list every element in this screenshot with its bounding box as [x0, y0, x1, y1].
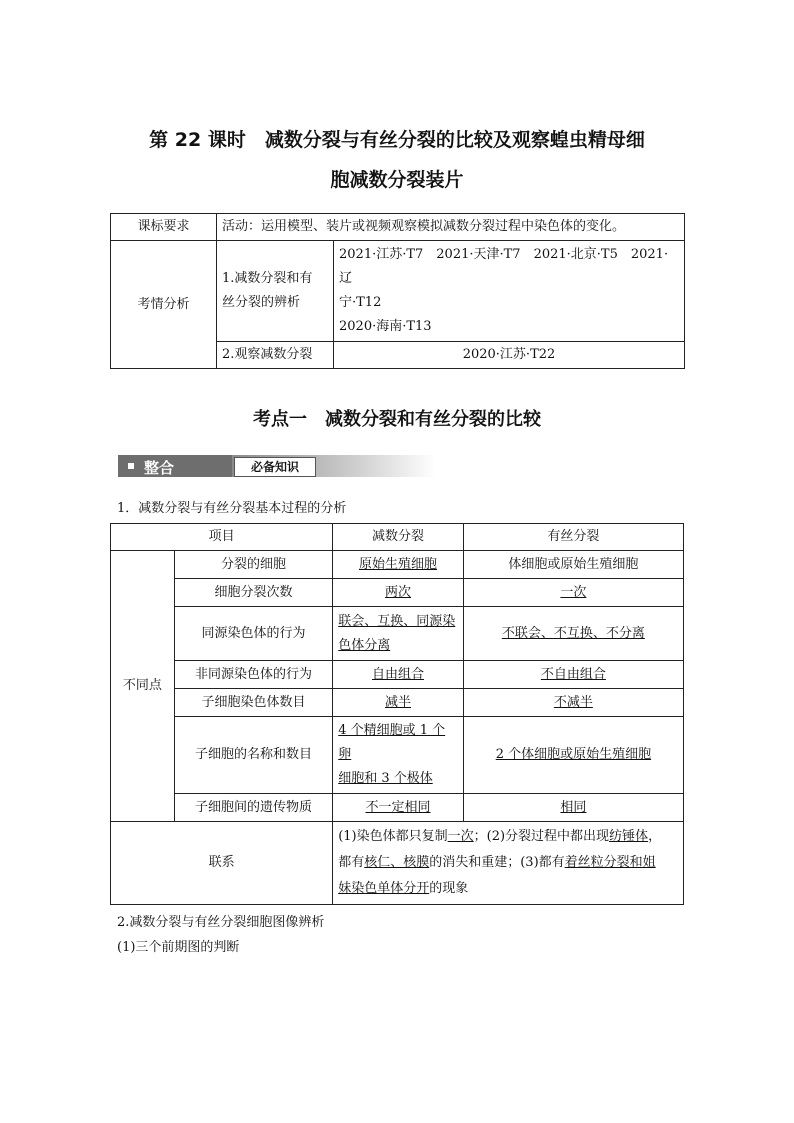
link-underline: 着丝粒分裂和姐 — [564, 855, 656, 870]
band-main — [118, 455, 232, 477]
exams-1-line2: 宁·T12 — [339, 295, 382, 310]
item-2-heading: 2.减数分裂与有丝分裂细胞图像辨析 — [117, 915, 325, 930]
mitosis-value: 不自由组合 — [540, 666, 606, 682]
link-underline: 一次 — [447, 829, 474, 844]
analysis-topic-1 — [217, 241, 334, 342]
group-label: 不同点 — [111, 551, 175, 822]
row-item: 非同源染色体的行为 — [174, 661, 332, 689]
meiosis-value: 原始生殖细胞 — [358, 556, 437, 572]
analysis-label: 考情分析 — [111, 241, 217, 369]
item-2-subheading: (1)三个前期图的判断 — [117, 940, 240, 955]
analysis-exams-2: 2020·江苏·T22 — [334, 342, 685, 369]
mitosis-value: 不减半 — [553, 694, 593, 710]
meiosis-value: 两次 — [384, 584, 411, 600]
exams-1-line3: 2020·海南·T13 — [339, 319, 432, 334]
mitosis-value: 不联会、不互换、不分离 — [501, 625, 645, 641]
meiosis-value-multi — [333, 607, 464, 661]
link-line3 — [338, 876, 678, 902]
link-line1 — [338, 824, 678, 850]
lesson-title-line2: 胞减数分裂装片 — [330, 169, 464, 191]
link-underline: 妹染色单体分开 — [338, 881, 430, 896]
link-text: ；(2)分裂过程中都出现 — [473, 829, 610, 844]
row-item: 子细胞间的遗传物质 — [174, 794, 332, 822]
meiosis-value-line2: 细胞和 3 个极体 — [338, 771, 433, 786]
square-bullet-icon — [128, 463, 134, 469]
link-text: 的消失和重建；(3)都有 — [429, 855, 565, 870]
req-label: 课标要求 — [111, 214, 217, 241]
col-header-mitosis: 有丝分裂 — [463, 524, 683, 551]
band-main-label: 整合 — [144, 459, 175, 477]
link-content — [333, 822, 684, 905]
meiosis-value: 减半 — [384, 694, 411, 710]
meiosis-value: 不一定相同 — [365, 799, 431, 815]
link-text: ， — [648, 829, 662, 844]
analysis-topic-2: 2.观察减数分裂 — [217, 342, 334, 369]
lesson-title-line1: 第 22 课时 减数分裂与有丝分裂的比较及观察蝗虫精母细 — [149, 129, 645, 151]
row-item: 子细胞的名称和数目 — [174, 717, 332, 794]
link-text: (1)染色体都只复制 — [338, 829, 448, 844]
meiosis-value-line1: 联会、互换、同源染 — [338, 613, 456, 629]
item-1-heading: 1．减数分裂与有丝分裂基本过程的分析 — [117, 501, 347, 516]
exams-1-line1: 2021·江苏·T7 2021·天津·T7 2021·北京·T5 2021·辽 — [339, 247, 669, 286]
link-text: 都有 — [338, 855, 365, 870]
meiosis-value-line2: 色体分离 — [338, 637, 391, 653]
analysis-exams-1 — [334, 241, 685, 342]
row-item: 同源染色体的行为 — [174, 607, 332, 661]
row-item: 分裂的细胞 — [174, 551, 332, 579]
link-line2 — [338, 850, 678, 876]
link-underline: 核仁、核膜 — [364, 855, 430, 870]
row-item: 子细胞染色体数目 — [174, 689, 332, 717]
analysis-topic-1-line1: 1.减数分裂和有 — [222, 271, 313, 286]
meiosis-value-line1: 4 个精细胞或 1 个卵 — [338, 723, 446, 762]
link-label: 联系 — [111, 822, 333, 905]
mitosis-value: 一次 — [560, 584, 587, 600]
analysis-topic-1-line2: 丝分裂的辨析 — [222, 295, 301, 310]
meiosis-value: 自由组合 — [371, 666, 424, 682]
section-title: 考点一 减数分裂和有丝分裂的比较 — [253, 409, 541, 430]
meiosis-value-multi — [333, 717, 464, 794]
mitosis-value: 体细胞或原始生殖细胞 — [463, 551, 683, 579]
requirement-table — [110, 213, 685, 369]
col-header-item: 项目 — [111, 524, 333, 551]
req-text: 活动：运用模型、装片或视频观察模拟减数分裂过程中染色体的变化。 — [217, 214, 685, 241]
link-text: 的现象 — [429, 881, 469, 896]
mitosis-value: 相同 — [560, 799, 587, 815]
mitosis-value: 2 个体细胞或原始生殖细胞 — [495, 747, 652, 762]
band-tag: 必备知识 — [234, 457, 316, 477]
col-header-meiosis: 减数分裂 — [333, 524, 464, 551]
comparison-table — [110, 523, 684, 905]
link-underline: 纺锤体 — [609, 829, 649, 844]
row-item: 细胞分裂次数 — [174, 579, 332, 607]
